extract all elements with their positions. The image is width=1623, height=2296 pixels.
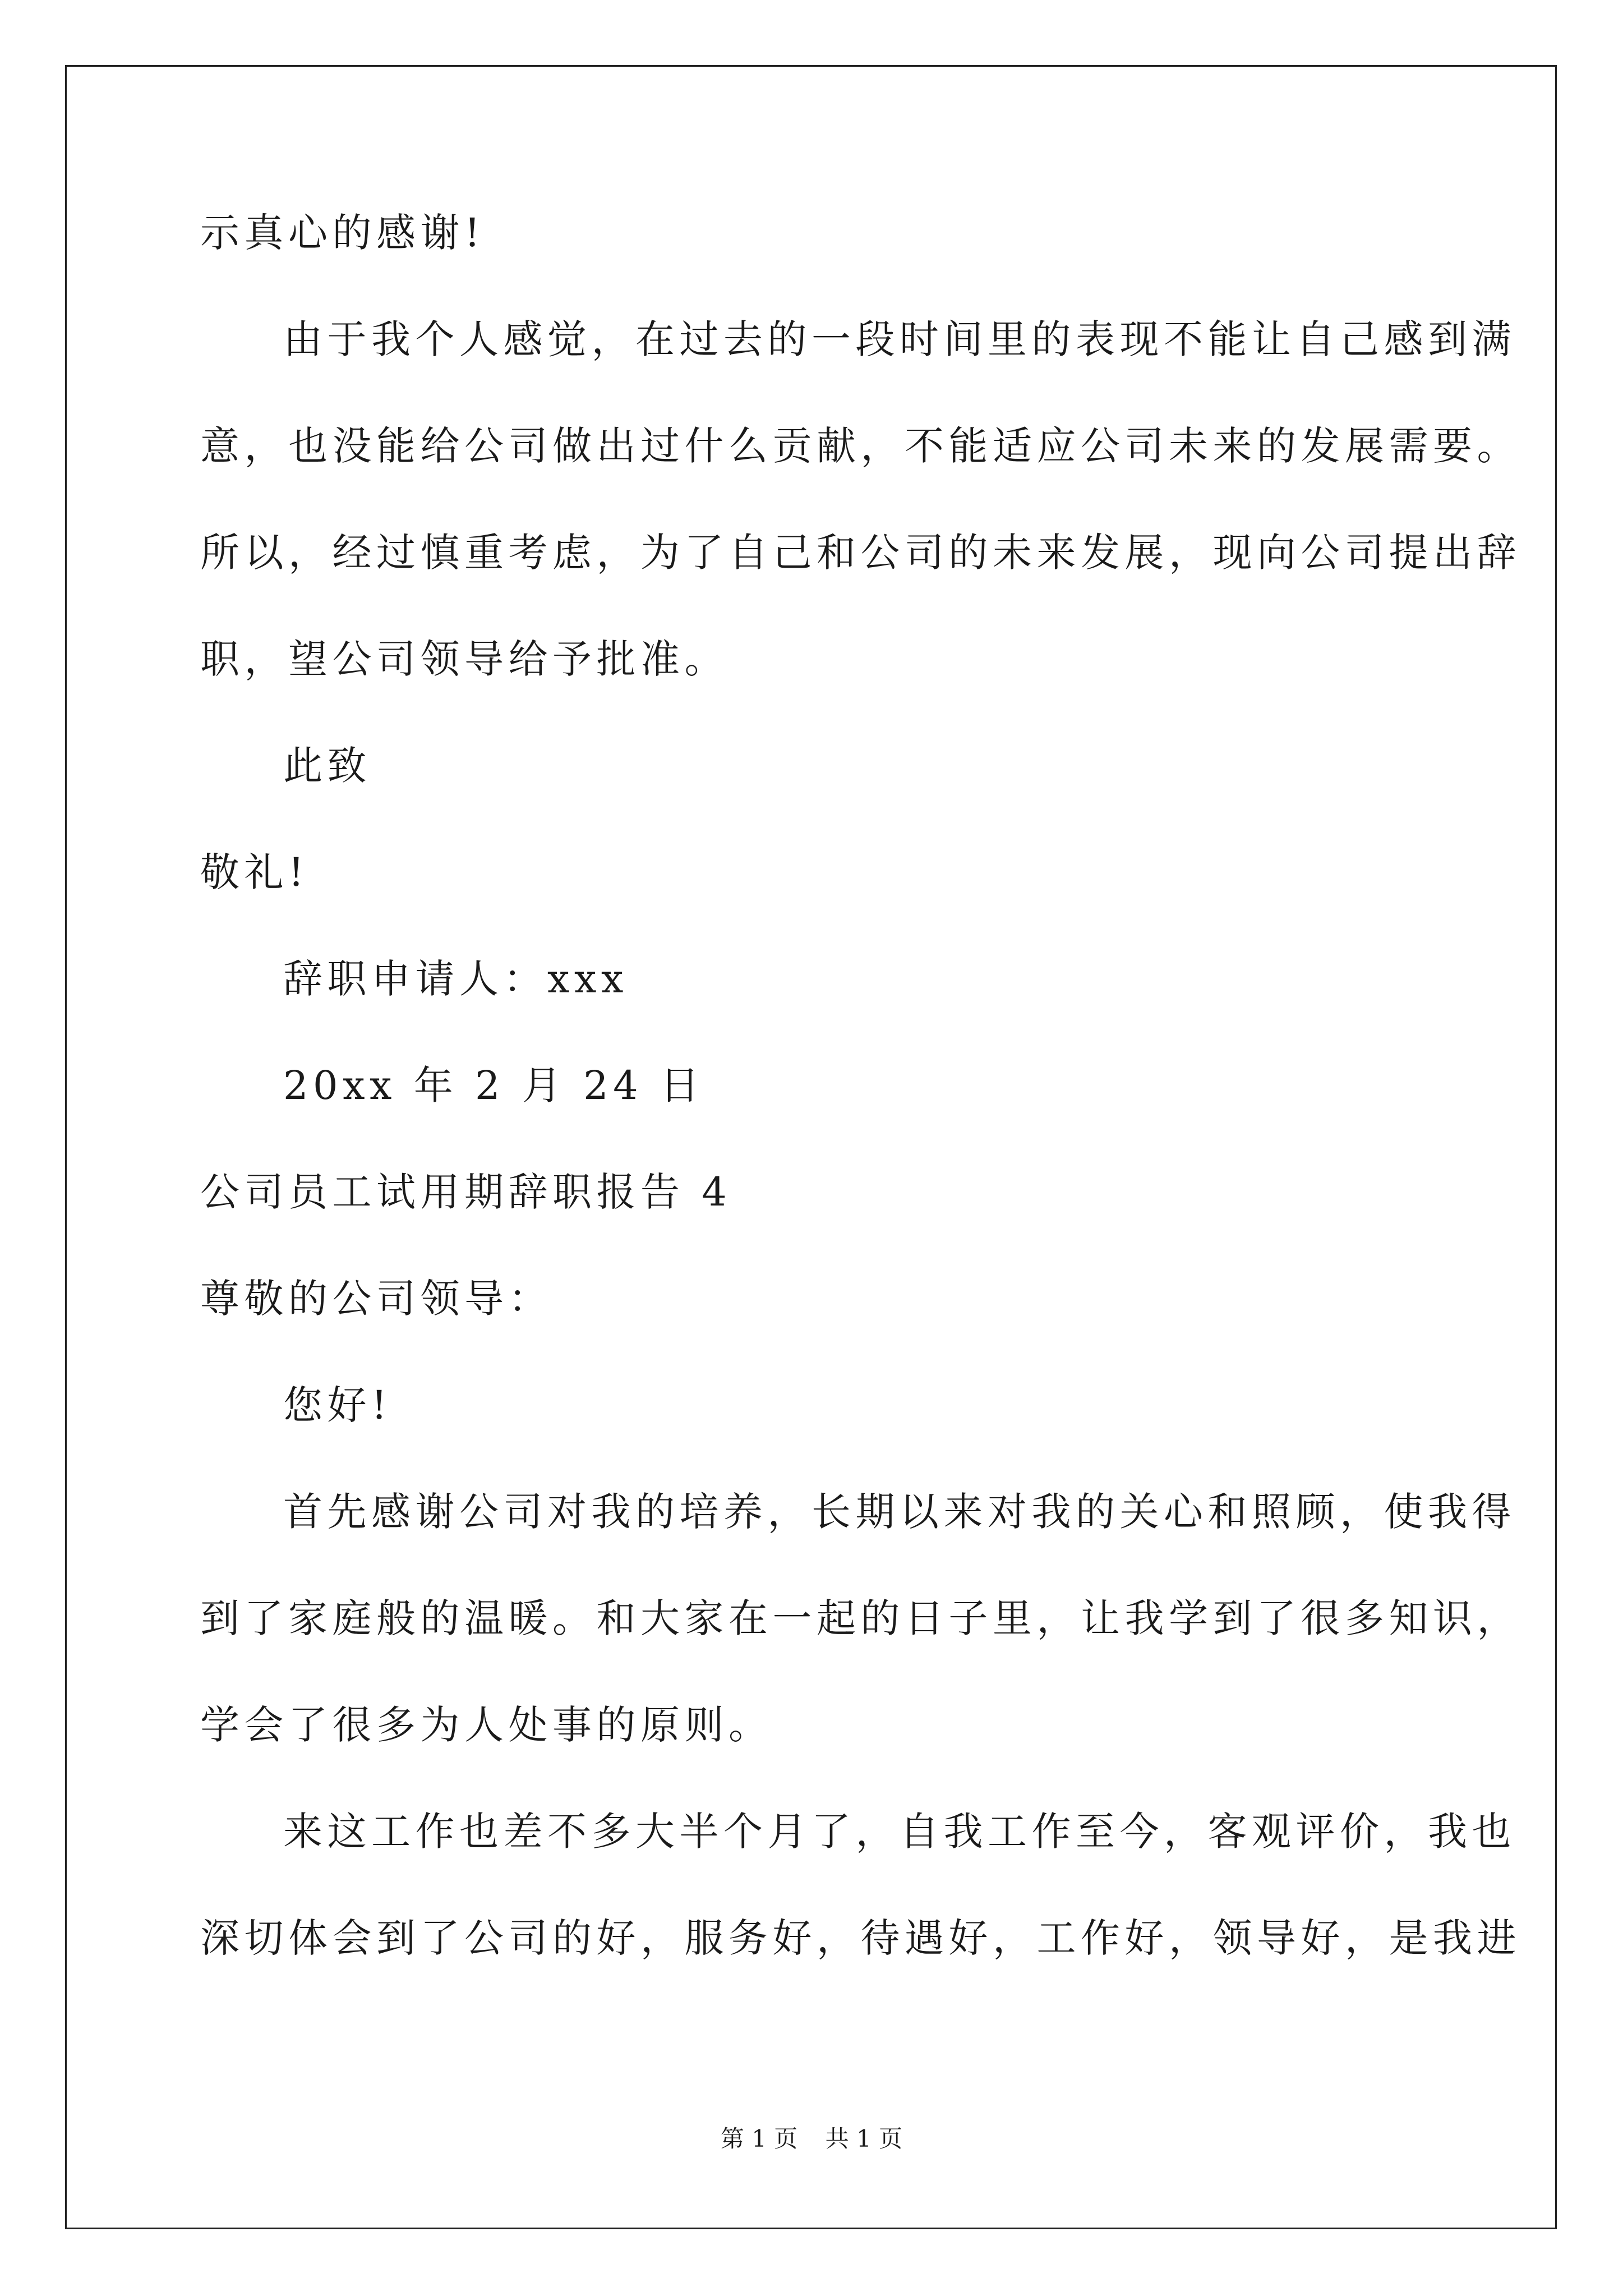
date-line: 20xx 年 2 月 24 日 [283,1062,704,1108]
paragraph-line: 由于我个人感觉，在过去的一段时间里的表现不能让自己感到满 [283,316,1516,362]
paragraph-line: 来这工作也差不多大半个月了，自我工作至今，客观评价，我也 [283,1809,1516,1855]
paragraph-line: 深切体会到了公司的好，服务好，待遇好，工作好，领导好，是我进 [200,1915,1521,1961]
paragraph-line: 职，望公司领导给予批准。 [200,636,728,682]
closing-salutation: 此致 [283,743,371,789]
greeting: 您好! [283,1382,392,1428]
paragraph-line: 学会了很多为人处事的原则。 [200,1702,773,1748]
page-footer [0,2122,1623,2156]
greeting-recipient: 尊敬的公司领导： [200,1276,552,1322]
page-number-current: 第 1 页 [720,2125,798,2152]
signature-line: 辞职申请人：xxx [283,956,628,1002]
page-number-total: 共 1 页 [825,2125,903,2152]
section-title: 公司员工试用期辞职报告 4 [200,1169,732,1215]
paragraph-line: 首先感谢公司对我的培养，长期以来对我的关心和照顾，使我得 [283,1489,1516,1535]
page-frame [65,65,1557,2229]
paragraph-line: 示真心的感谢! [200,210,485,256]
paragraph-line: 到了家庭般的温暖。和大家在一起的日子里，让我学到了很多知识， [200,1595,1521,1641]
closing-regards: 敬礼! [200,849,309,895]
paragraph-line: 所以，经过慎重考虑，为了自己和公司的未来发展，现向公司提出辞 [200,530,1521,576]
paragraph-line: 意，也没能给公司做出过什么贡献，不能适应公司未来的发展需要。 [200,423,1521,469]
